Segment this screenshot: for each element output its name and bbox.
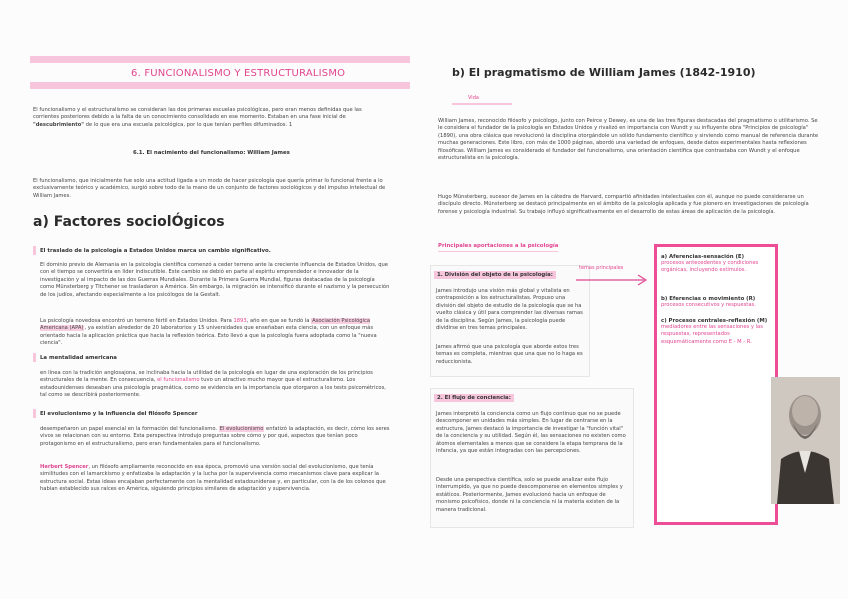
page-title: 6. FUNCIONALISMO Y ESTRUCTURALISMO xyxy=(131,68,346,79)
intro-text-c: de lo que era una escuela psicológica, por lo que tenían perfiles difuminados. xyxy=(83,121,288,128)
tema-c-title: c) Procesos centrales-reflexión (M) xyxy=(661,318,768,324)
factor-marker-4 xyxy=(33,409,36,418)
functionalism-paragraph: El funcionalismo, que inicialmente fue solo una actitud ligada a un modo de hacer psicología que quería primar lo funcional frente a lo exclusivamente teórico y académico, surgió sobre todo de la mano de un conjunto de factores sociológicos y del impulso intelectual de William James. xyxy=(33,178,386,199)
vida-paragraph-2: Hugo Münsterberg, sucesor de James en la cátedra de Harvard, compartió afinidades intelectuales con él, aunque no puede considerarse un discípulo directo. Münsterberg se destacó principalmente en el ámbito de la psicología aplicada y fue pionero en investigaciones de psicología forense y psicología industrial. Su trabajo influyó significativamente en el desarrollo de estas áreas de aplicación de la psicología. xyxy=(438,194,809,215)
factor-4-text xyxy=(40,426,390,448)
intro-paragraph xyxy=(33,107,388,129)
factor-2-text xyxy=(40,318,390,348)
arrow-icon xyxy=(574,272,654,288)
tema-c-text: mediadores entre las sensaciones y las respuestas, representados esquemáticamente como E - M - R. xyxy=(661,324,763,345)
factor-2-text-a: La psicología novedosa encontró un terreno fértil en Estados Unidos. Para xyxy=(40,318,234,324)
temas-box xyxy=(654,244,778,525)
factor-4-text-a: desempeñaron un papel esencial en la formación del funcionalismo. xyxy=(40,426,219,432)
factor-2-text-b: , año en que se fundó la xyxy=(246,318,312,324)
tema-b xyxy=(661,296,771,309)
evolutionism-term: El evolucionismo xyxy=(219,426,264,432)
tema-b-text: procesos consecutivos y respuestas. xyxy=(661,302,756,308)
tema-a-text: procesos antecedentes y condiciones orgánicas, incluyendo estímulos. xyxy=(661,260,759,274)
william-james-portrait xyxy=(771,377,840,504)
factor-1-title: El traslado de la psicología a Estados Unidos marca un cambio significativo. xyxy=(40,248,271,254)
section-a-heading: a) Factores sociolÓgicos xyxy=(33,214,225,230)
intro-text-a: El funcionalismo y el estructuralismo se consideran las dos primeras escuelas psicológicas, pero eran menos definidas que las corrientes posteriores debido a la falta de un conocimiento consolidado en ese momento. Estaban en una fase inicial de xyxy=(33,107,362,121)
intro-cite: 1 xyxy=(288,121,293,128)
factor-3-title: La mentalidad americana xyxy=(40,355,117,361)
division-text-2: James afirmó que una psicología que aborde estos tres temas es completa, mientras que una que no lo haga es reduccionista. xyxy=(436,344,583,365)
title-bottom-bar xyxy=(30,82,410,89)
temas-label: temas principales xyxy=(579,265,624,271)
title-top-bar xyxy=(30,56,410,63)
functionalism-term: el funcionalismo xyxy=(157,377,200,384)
vida-label: Vida xyxy=(468,95,479,101)
vida-underline xyxy=(452,103,512,105)
division-title: 1. División del objeto de la psicología: xyxy=(434,271,556,279)
pragmatism-heading: b) El pragmatismo de William James (1842-1910) xyxy=(452,66,756,79)
factor-3-text-b: tuvo un atractivo mucho mayor que el estructuralismo. Los estadounidenses deseaban una psicología pragmática, como se evidencia en la importancia que otorgaron a los tests psicométricos, tal como se describirá posteriormente. xyxy=(40,377,386,399)
factor-3-text-a: en línea con la tradición anglosajona, se inclinaba hacia la utilidad de la psicología en lugar de una exploración de los principios estructurales de la mente. En consecuencia, xyxy=(40,370,373,384)
flujo-paragraph-2: Desde una perspectiva científica, solo se puede analizar este flujo interrumpido, ya que no puede descomponerse en elementos simples y estáticos. Posteriormente, James evolucionó hacia un enfoque de monismo psicofísico, donde ni la conciencia ni la materia existen de la manera tradicional. xyxy=(436,477,623,513)
apa-name: Asociación Psicológica Americana (APA) xyxy=(40,318,371,332)
tema-a xyxy=(661,254,771,275)
factor-3-text xyxy=(40,370,390,400)
intro-emphasis: "descubrimiento" xyxy=(33,121,84,128)
factor-marker-3 xyxy=(33,353,36,362)
right-page xyxy=(424,0,848,599)
subsection-heading: 6.1. El nacimiento del funcionalismo: William James xyxy=(133,150,290,156)
tema-c xyxy=(661,318,771,346)
factor-marker-1 xyxy=(33,246,36,255)
flujo-box xyxy=(430,388,634,528)
factor-4-text-b: enfatizó la adaptación, es decir, cómo los seres vivos se relacionan con su entorno. Esta perspectiva introdujo preguntas sobre cómo y por qué, aspectos que tenían poco protagonismo en el estructuralismo, pero eran fundamentales para el funcionalismo. xyxy=(40,426,390,447)
aportaciones-underline xyxy=(438,251,558,252)
spencer-paragraph xyxy=(40,464,390,494)
tema-a-title: a) Aferencias-sensación (E) xyxy=(661,254,745,260)
factor-2-text-c: , ya existían alrededor de 20 laboratorios y 15 universidades que enseñaban esta ciencia, con un enfoque más orientado hacia la aplicación práctica que hacia la reflexión teórica. Esto llevó a que la psicología fuera adoptada como la "nueva ciencia". xyxy=(40,325,377,347)
aportaciones-title: Principales aportaciones a la psicología xyxy=(438,243,559,249)
tema-b-title: b) Eferencias o movimiento (R) xyxy=(661,296,756,302)
vida-paragraph-1: William James, reconocido filósofo y psicólogo, junto con Peirce y Dewey, es una de las tres figuras destacadas del pragmatismo o utilitarismo. Se le considera el fundador de la psicología en Estados Unidos y rivalizó en importancia con Wundt y su influyente obra "Principios de psicología" (1890), una obra clásica que revolucionó la disciplina otorgándole un sólido fundamento científico y sirviendo como manual de referencia durante muchas generaciones. Este libro, con más de 1000 páginas, abordó una variedad de enfoques, desde datos experimentales hasta reflexiones filosóficas. William James es considerado el fundador del funcionalismo, una orientación científica que contrastaba con Wundt y el enfoque estructuralista en la psicología. xyxy=(438,118,819,162)
division-text: James introdujo una visión más global y vitalista en contraposición a los estructuralistas. Propuso una división del objeto de estudio de la psicología que se ha vuelto clásica y útil para comprender las diversas ramas de la disciplina. Según James, la psicología puede dividirse en tres temas principales. xyxy=(436,288,583,332)
apa-year: 1893 xyxy=(233,318,247,324)
factor-4-title: El evolucionismo y la influencia del filósofo Spencer xyxy=(40,411,198,417)
factor-1-text: El dominio previo de Alemania en la psicología científica comenzó a ceder terreno ante la creciente influencia de Estados Unidos, que con el tiempo se convertiría en líder indiscutible. Este cambio se debió en parte al espíritu emprendedor e innovador de la investigación y al impacto de las dos Guerras Mundiales. Durante la Primera Guerra Mundial, figuras destacadas de la psicología como Münsterberg y Titchener se trasladaron a América. Sin embargo, la migración se intensificó durante el nazismo y la persecución de los judíos, afectando especialmente a los psicólogos de la Gestalt. xyxy=(40,262,390,298)
spencer-name: Herbert Spencer xyxy=(40,464,89,470)
spencer-text: , un filósofo ampliamente reconocido en esa época, promovió una versión social del evolucionismo, que tenía similitudes con el lamarckismo y enfatizaba la adaptación y la lucha por la supervivencia como mecanismos clave para explicar la estructura social. Estas ideas encajaban perfectamente con la mentalidad estadounidense y, en particular, con la de los colonos que habían establecido sus raíces en América, siguiendo principios similares de adaptación y supervivencia. xyxy=(40,464,386,493)
division-box xyxy=(430,265,590,377)
flujo-paragraph-1: James interpretó la conciencia como un flujo continuo que no se puede descomponer en unidades más simples. En lugar de centrarse en la estructura, James destacó la importancia de investigar la "función vital" de la conciencia y su utilidad. Según él, las sensaciones no existen como átomos elementales a menos que se considere la etapa temprana de la infancia, ya que están integradas con las percepciones. xyxy=(436,411,626,455)
flujo-title: 2. El flujo de conciencia: xyxy=(434,394,514,402)
